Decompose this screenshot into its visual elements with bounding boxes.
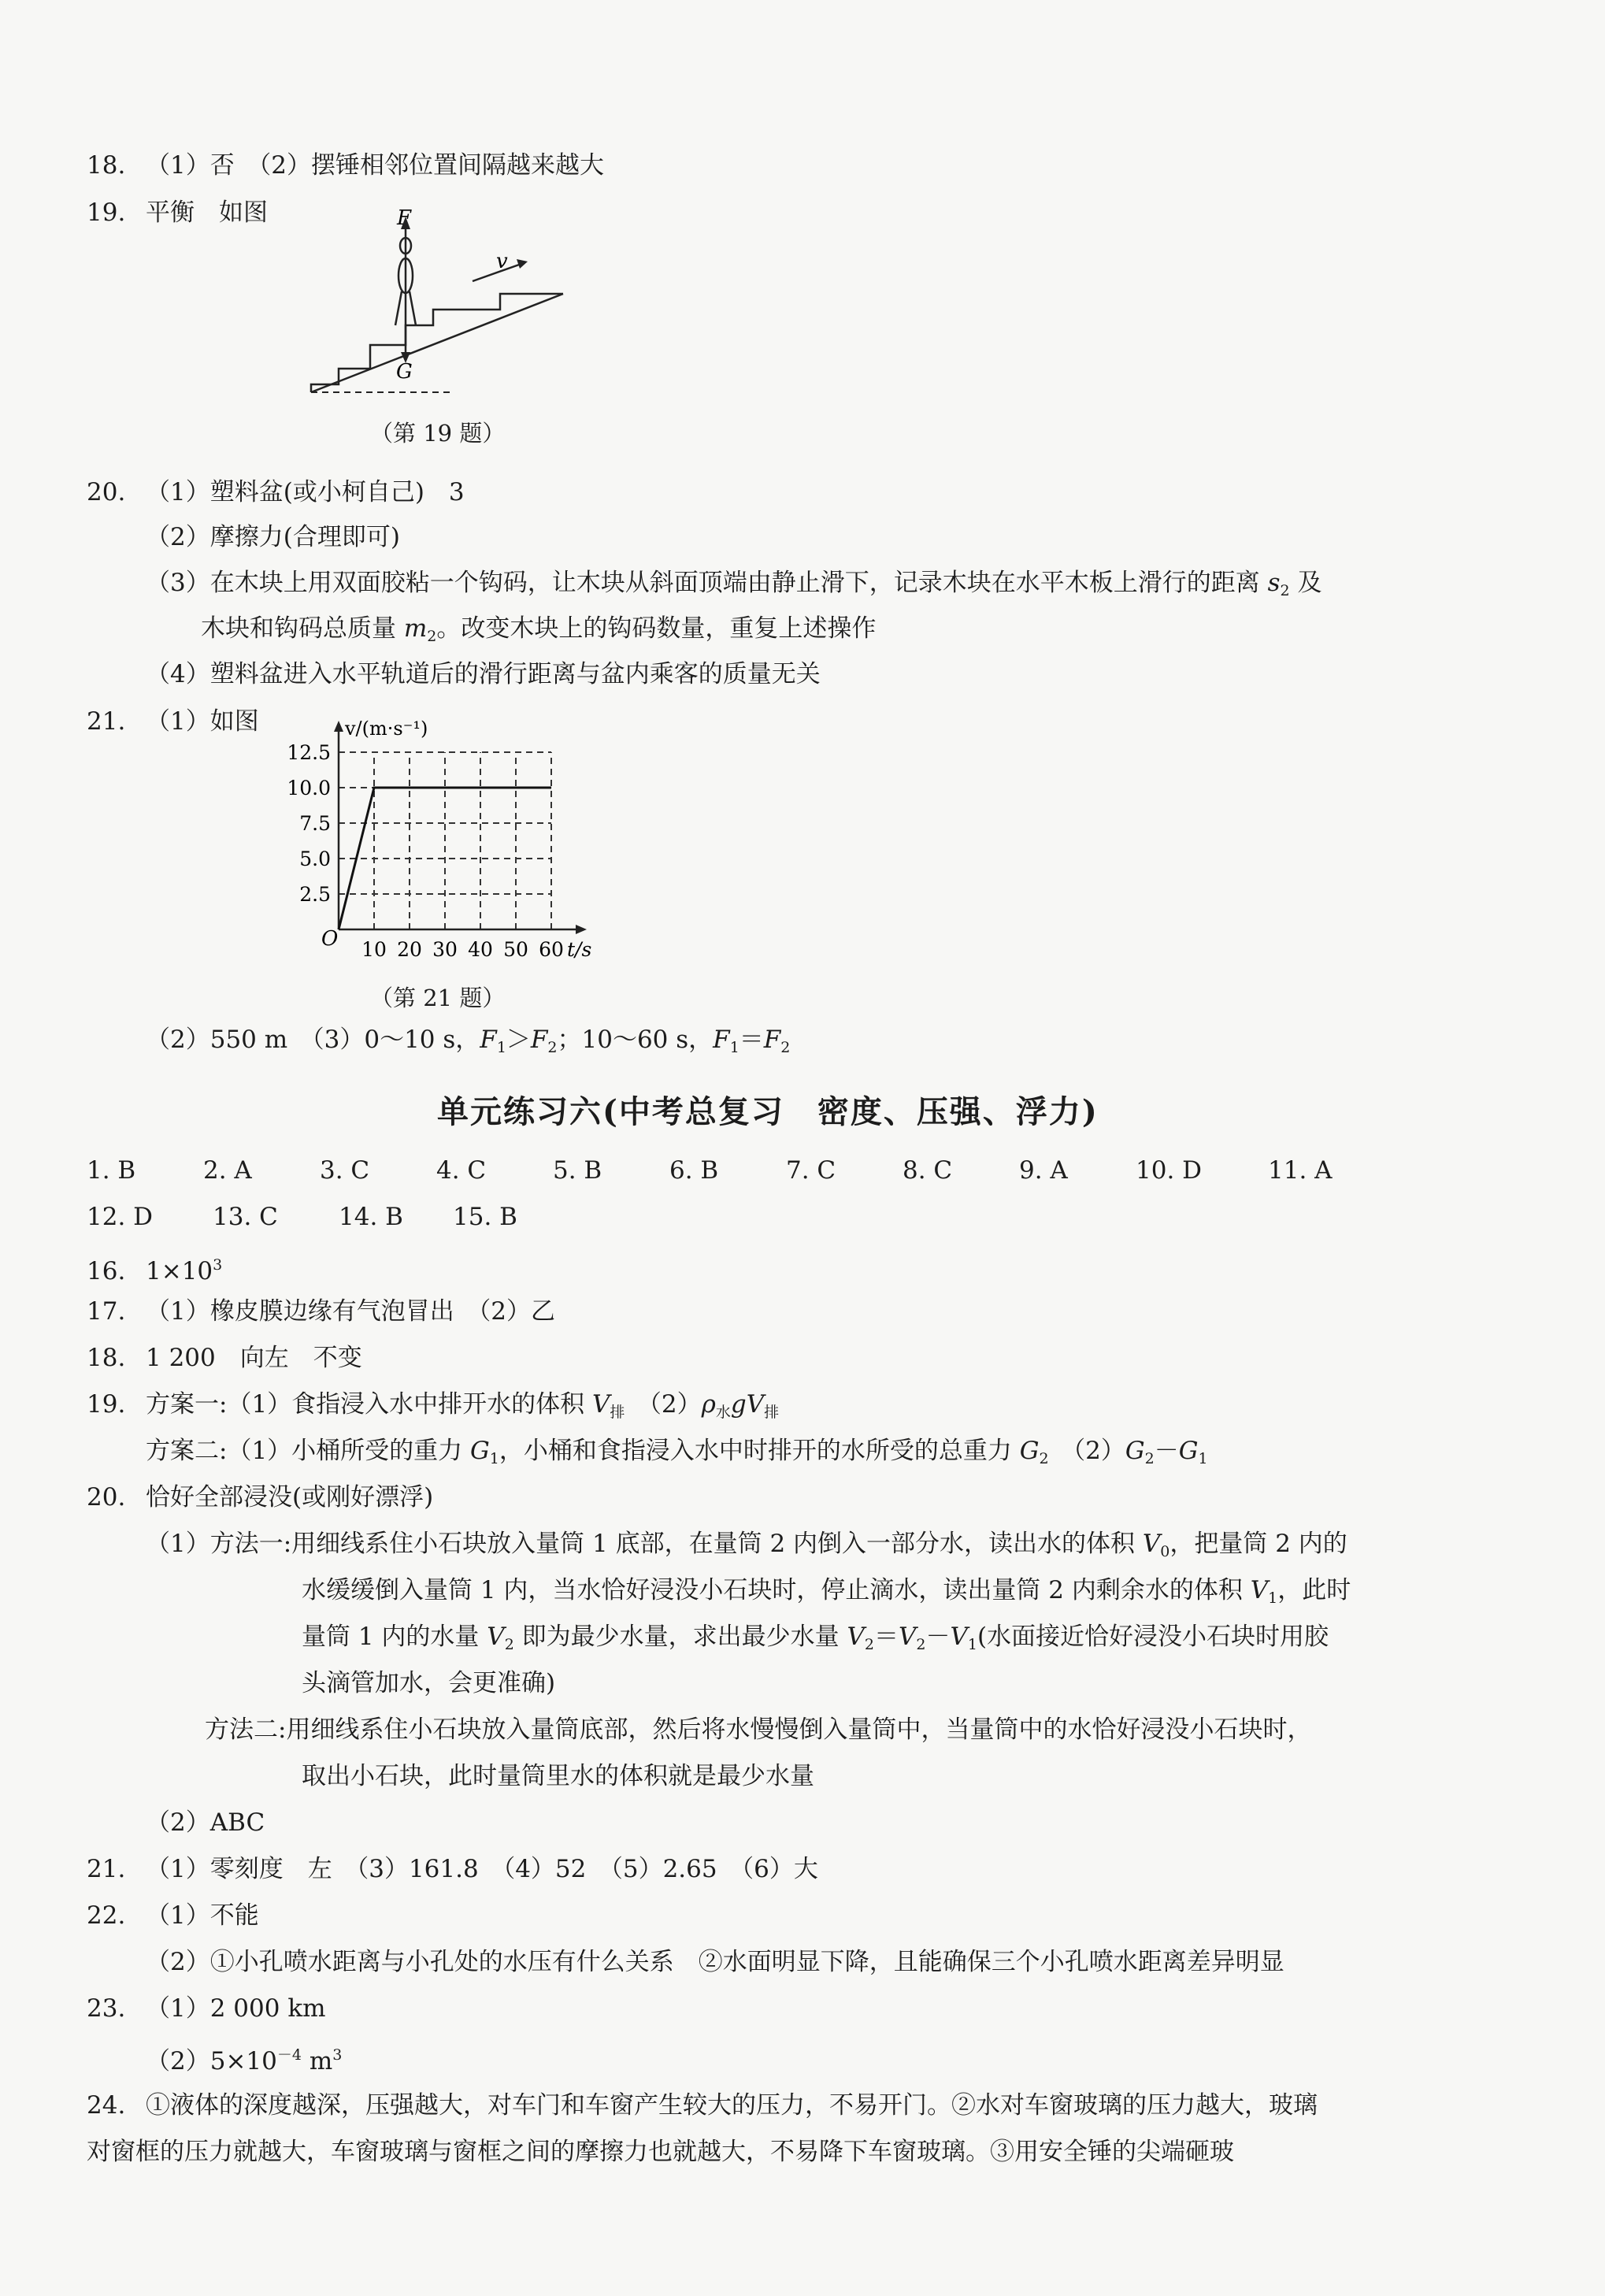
s19-rho: ρ (701, 1390, 716, 1419)
x-tick-label: 50 (503, 938, 528, 961)
s20-V0-sub: 0 (1160, 1543, 1170, 1560)
person-leg-left (395, 291, 402, 325)
s23-part1: （1）2 000 km (146, 1994, 326, 2023)
q21-F1b: F (713, 1026, 730, 1054)
s20-minus: － (925, 1623, 951, 1651)
velocity-v-arrowhead (517, 259, 528, 269)
q20-part3-a: （3）在木块上用双面胶粘一个钩码，让木块从斜面顶端由静止滑下，记录木块在水平木板上滑行的距离 (146, 569, 1268, 597)
s22-number: 22. (87, 1901, 126, 1930)
choice-answer: 14. B (339, 1203, 403, 1231)
s20-V2c: V (898, 1623, 917, 1651)
label-G: G (396, 360, 413, 384)
label-F: F (397, 206, 412, 230)
s19-G2: G (1019, 1437, 1040, 1465)
q21-caption: （第 21 题） (370, 985, 506, 1011)
s19-l2b: ，小桶和食指浸入水中时排开的水所受的总重力 (499, 1437, 1020, 1465)
q21-F1: F (480, 1026, 497, 1054)
s23-line-1 (87, 1993, 326, 2024)
y-tick-label: 10.0 (287, 777, 331, 799)
q20-part1: （1）塑料盆(或小柯自己) 3 (146, 478, 465, 506)
s23-sup: －4 (276, 2046, 302, 2064)
s19-G4-sub: 1 (1198, 1450, 1208, 1467)
s18-line (87, 1342, 362, 1374)
s16-number: 16. (87, 1257, 126, 1285)
q20-part3-b: 及 (1289, 569, 1322, 597)
choice-answer: 11. A (1268, 1156, 1333, 1185)
s19-V2-sub: 排 (764, 1404, 780, 1421)
s20-V2b: V (847, 1623, 865, 1651)
s16-line (87, 1249, 222, 1287)
origin-label: O (321, 927, 339, 951)
s19-l1a: 方案一:（1）食指浸入水中排开水的体积 (146, 1390, 593, 1419)
x-tick-label: 10 (361, 938, 387, 961)
q20-part3-m: m (403, 614, 428, 643)
s18-answer: 1 200 向左 不变 (146, 1344, 362, 1372)
choice-answer: 7. C (786, 1156, 836, 1185)
s23-number: 23. (87, 1994, 126, 2023)
choice-answer: 13. C (213, 1203, 278, 1231)
x-tick-label: 20 (397, 938, 422, 961)
s20-V1: V (1250, 1576, 1269, 1604)
s20-V2-sub: 2 (504, 1636, 514, 1653)
s16-answer-sup: 3 (213, 1256, 223, 1274)
s19-line-2 (146, 1435, 1208, 1474)
q21-number: 21. (87, 707, 126, 736)
s17-number: 17. (87, 1297, 126, 1326)
s19-G: G (470, 1437, 490, 1465)
s20-line-0 (87, 1482, 433, 1513)
s21-number: 21. (87, 1855, 126, 1883)
s20-line-6: 取出小石块，此时量筒里水的体积就是最少水量 (302, 1762, 814, 1790)
choices-row-1 (87, 1156, 1504, 1188)
s24-number: 24. (87, 2091, 126, 2120)
q20-line-1 (87, 477, 465, 508)
q21-F2-sub: 2 (547, 1039, 558, 1056)
choices-row-2 (87, 1203, 874, 1234)
s19-G4: G (1178, 1437, 1199, 1465)
q21-part2-a: （2）550 m （3）0～10 s， (146, 1026, 480, 1054)
q21-F2b-sub: 2 (780, 1039, 791, 1056)
q20-line-4 (201, 613, 876, 652)
choice-answer: 15. B (453, 1203, 517, 1231)
q19-figure (307, 206, 575, 398)
s20-l3a: 量筒 1 内的水量 (302, 1623, 487, 1651)
s20-line-4: 头滴管加水，会更准确) (302, 1669, 556, 1697)
q18-number: 18. (87, 151, 126, 180)
s20-V1b-sub: 1 (967, 1636, 977, 1653)
q20-line-3 (146, 567, 1321, 606)
s23-line-2 (146, 2039, 342, 2077)
s20-l1a: （1）方法一:用细线系住小石块放入量筒 1 底部，在量筒 2 内倒入一部分水，读出水的体积 (146, 1530, 1143, 1558)
q20-part3-c: 木块和钩码总质量 (201, 614, 404, 643)
y-tick-label: 7.5 (299, 812, 331, 835)
choice-answer: 2. A (203, 1156, 252, 1185)
q21-mid: ；10～60 s， (557, 1026, 714, 1054)
s20-line-1 (146, 1528, 1347, 1567)
s23-l2a: （2）5×10 (146, 2047, 277, 2075)
s20-number: 20. (87, 1483, 126, 1512)
s17-line (87, 1296, 555, 1327)
s20-l2a: 水缓缓倒入量筒 1 内，当水恰好浸没小石块时，停止滴水，读出量筒 2 内剩余水的体积 (302, 1576, 1251, 1604)
x-tick-label: 40 (468, 938, 493, 961)
label-v: v (496, 250, 508, 273)
y-axis-label: v/(m·s⁻¹) (345, 718, 428, 740)
s20-l2b: ，此时 (1277, 1576, 1351, 1604)
s19-V-sub: 排 (610, 1404, 625, 1421)
s23-sup2: 3 (332, 2046, 343, 2064)
s20-V1b: V (950, 1623, 968, 1651)
y-tick-label: 5.0 (299, 848, 331, 870)
choice-answer: 9. A (1019, 1156, 1068, 1185)
q20-line-5: （4）塑料盆进入水平轨道后的滑行距离与盆内乘客的质量无关 (146, 660, 821, 688)
q18-answer: （1）否 （2）摆锤相邻位置间隔越来越大 (146, 151, 604, 180)
s24-line-1 (87, 2090, 1318, 2121)
s19-l2c: （2） (1048, 1437, 1125, 1465)
s20-line-7: （2）ABC (146, 1808, 265, 1837)
x-tick-label: 30 (432, 938, 458, 961)
s20-eq: ＝ (873, 1623, 899, 1651)
q21-F1b-sub: 1 (729, 1039, 739, 1056)
s20-line-3 (302, 1621, 1329, 1660)
s20-l3b: 即为最少水量，求出最少水量 (513, 1623, 847, 1651)
s20-line-5: 方法二:用细线系住小石块放入量筒底部，然后将水慢慢倒入量筒中，当量筒中的水恰好浸没小石块时， (205, 1716, 1312, 1744)
choice-answer: 1. B (87, 1156, 136, 1185)
s20-V2: V (487, 1623, 505, 1651)
s19-l2a: 方案二:（1）小桶所受的重力 (146, 1437, 471, 1465)
q20-part3-s-sub: 2 (1280, 582, 1290, 599)
s20-V2c-sub: 2 (916, 1636, 926, 1653)
q19-number: 19. (87, 198, 126, 227)
q21-part1: （1）如图 (146, 707, 259, 736)
s20-V1-sub: 1 (1268, 1589, 1278, 1607)
s19-minus: － (1154, 1437, 1179, 1465)
choice-answer: 6. B (669, 1156, 719, 1185)
s22-line-2: （2）①小孔喷水距离与小孔处的水压有什么关系 ②水面明显下降，且能确保三个小孔喷水距离差异明显 (146, 1948, 1284, 1976)
q20-part3-m-sub: 2 (427, 628, 437, 645)
choice-answer: 10. D (1136, 1156, 1203, 1185)
s19-g: g (730, 1390, 747, 1419)
x-axis-arrowhead (576, 925, 587, 934)
s19-G3-sub: 2 (1144, 1450, 1155, 1467)
s19-G-sub: 1 (489, 1450, 499, 1467)
s19-G2-sub: 2 (1039, 1450, 1049, 1467)
s20-l0: 恰好全部浸没(或刚好漂浮) (146, 1483, 434, 1512)
x-tick-label: 60 (539, 938, 564, 961)
q21-F2: F (530, 1026, 548, 1054)
s20-line-2 (302, 1575, 1351, 1614)
section-title: 单元练习六(中考总复习 密度、压强、浮力) (437, 1093, 1099, 1130)
s21-line (87, 1853, 818, 1885)
q21-line-1 (87, 706, 259, 737)
s17-answer: （1）橡皮膜边缘有气泡冒出 （2）乙 (146, 1297, 555, 1326)
y-tick-label: 2.5 (299, 883, 331, 906)
s21-answer: （1）零刻度 左 （3）161.8 （4）52 （5）2.65 （6）大 (146, 1855, 818, 1883)
s19-l1b: （2） (625, 1390, 702, 1419)
s20-V2b-sub: 2 (864, 1636, 874, 1653)
s19-G3: G (1125, 1437, 1145, 1465)
q20-line-2: （2）摩擦力(合理即可) (146, 523, 400, 551)
s19-V: V (592, 1390, 610, 1419)
y-tick-label: 12.5 (287, 741, 331, 764)
q21-F2b: F (763, 1026, 781, 1054)
q21-gt: ＞ (506, 1026, 531, 1054)
s22-line-1 (87, 1900, 259, 1931)
s20-l1b: ，把量筒 2 内的 (1169, 1530, 1347, 1558)
s18-number: 18. (87, 1344, 126, 1372)
s19-rho-sub: 水 (715, 1404, 731, 1421)
choice-answer: 5. B (553, 1156, 602, 1185)
s22-part1: （1）不能 (146, 1901, 259, 1930)
choice-answer: 3. C (320, 1156, 370, 1185)
s24-line-2: 对窗框的压力就越大，车窗玻璃与窗框之间的摩擦力也就越大，不易降下车窗玻璃。③用安全锤的尖端砸玻 (87, 2138, 1234, 2166)
q21-F1-sub: 1 (496, 1039, 506, 1056)
x-axis-label: t/s (567, 938, 592, 961)
q18-line (87, 150, 604, 181)
y-axis-arrowhead (334, 721, 343, 732)
q19-caption: （第 19 题） (370, 420, 506, 447)
person-leg-right (410, 291, 416, 325)
s23-l2b: m (301, 2047, 333, 2075)
q21-line-2 (146, 1024, 790, 1063)
s20-l3c: (水面接近恰好浸没小石块时用胶 (977, 1623, 1329, 1651)
q20-part3-s: s (1267, 569, 1281, 597)
s16-answer: 1×10 (146, 1257, 213, 1285)
s19-V2: V (746, 1390, 765, 1419)
q19-line (87, 197, 268, 228)
choice-answer: 4. C (436, 1156, 487, 1185)
s19-number: 19. (87, 1390, 126, 1419)
q20-part3-d: 。改变木块上的钩码数量，重复上述操作 (436, 614, 877, 643)
q21-eq: ＝ (739, 1026, 764, 1054)
s19-line-1 (87, 1389, 779, 1428)
s20-V0: V (1142, 1530, 1161, 1558)
s24-part1: ①液体的深度越深，压强越大，对车门和车窗产生较大的压力，不易开门。②水对车窗玻璃的压力越大，玻璃 (146, 2091, 1318, 2120)
choice-answer: 12. D (87, 1203, 154, 1231)
q19-answer: 平衡 如图 (146, 198, 268, 227)
velocity-time-chart (252, 709, 630, 961)
choice-answer: 8. C (903, 1156, 953, 1185)
q20-number: 20. (87, 478, 126, 506)
